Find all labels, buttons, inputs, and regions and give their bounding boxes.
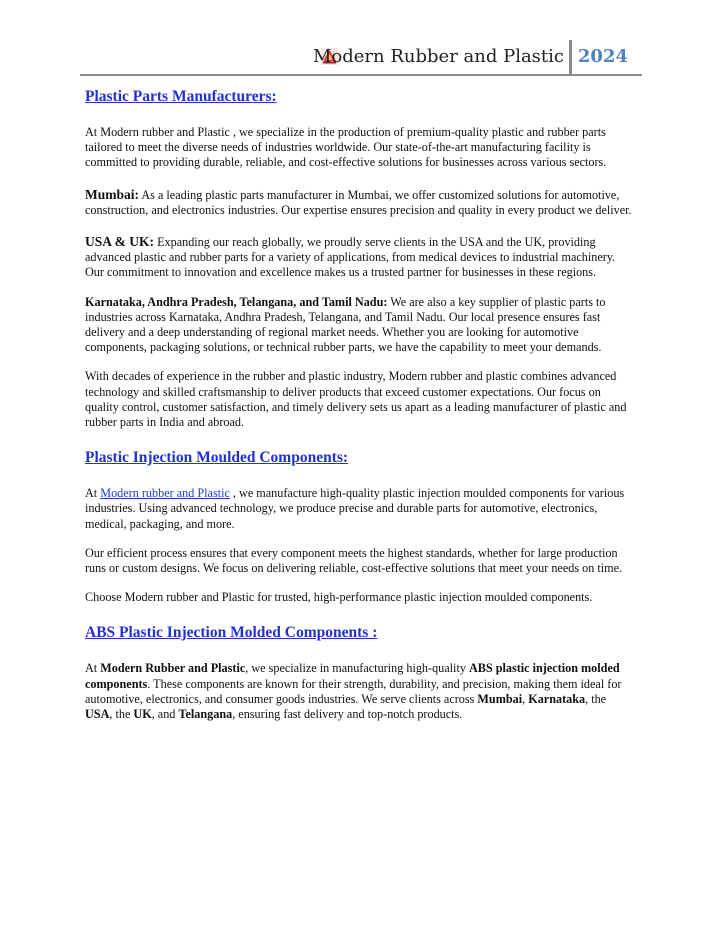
injection-paragraph-1 [85,486,633,532]
abs-text-4: , [522,691,529,706]
abs-text-2: , we specialize in manufacturing high-quality [245,661,469,676]
closing-paragraph: With decades of experience in the rubber and plastic industry, Modern rubber and plastic combines advanced technology and skilled craftsmanship to deliver products that exceed customer expectations. Our focus on quality control, customer satisfaction, and timely delivery sets us apart as a leading manufacturer of plastic and rubber parts in India and abroad. [85,369,627,430]
section-heading-abs: ABS Plastic Injection Molded Components : [85,624,378,642]
abs-bold-telangana: Telangana [178,707,233,722]
states-paragraph [85,295,633,356]
company-link[interactable]: Modern rubber and Plastic [100,486,230,501]
abs-paragraph [85,661,633,722]
mumbai-text: As a leading plastic parts manufacturer in Mumbai, we offer customized solutions for automotive, construction, and electronics industries. Our expertise ensures precision and quality in every product we deliver. [85,187,632,217]
states-text: We are also a key supplier of plastic parts to industries across Karnataka, Andhra Pradesh, Telangana, and Tamil Nadu. Our local presence ensures fast delivery and a deep understanding of regional market needs. Whether you are looking for automotive components, packaging solutions, or technical rubber parts, we have the capability to meet your demands. [85,294,606,355]
abs-text-7: , and [151,707,179,722]
abs-text-8: , ensuring fast delivery and top-notch products. [232,707,463,722]
mumbai-lead: Mumbai: [85,186,139,202]
abs-text-3: . These components are known for their strength, durability, and precision, making them ideal for automotive, electronics, and consumer goods industries. We serve clients across [85,676,622,706]
usa-uk-paragraph [85,234,633,281]
section-heading-injection-moulded: Plastic Injection Moulded Components: [85,449,349,467]
header-separator [569,40,572,76]
injection-prefix: At [85,486,101,501]
header-year: 2024 [577,46,628,67]
abs-bold-karnataka: Karnataka [528,691,586,706]
injection-paragraph-2: Our efficient process ensures that every component meets the highest standards, whether for large production runs or custom designs. We focus on delivering reliable, cost-effective solutions that meet your needs on time. [85,545,623,576]
abs-bold-product: ABS plastic injection molded components [85,661,620,691]
intro-paragraph: At Modern rubber and Plastic , we specialize in the production of premium-quality plastic and rubber parts tailored to meet the diverse needs of industries worldwide. Our state-of-the-art manufacturing facility is committed to providing durable, reliable, and cost-effective solutions for businesses across various sectors. [85,125,607,170]
abs-bold-mumbai: Mumbai [477,691,523,706]
header-divider [80,74,642,76]
usa-uk-text: Expanding our reach globally, we proudly serve clients in the USA and the UK, providing advanced plastic and rubber parts for a variety of applications, from medical devices to industrial machinery. Our commitment to innovation and excellence makes us a trusted partner for businesses in these regions. [85,235,616,280]
section-heading-plastic-parts: Plastic Parts Manufacturers: [85,88,277,105]
abs-text-6: , the [109,707,134,722]
abs-bold-company: Modern Rubber and Plastic [100,661,246,676]
abs-text-1: At [85,661,101,676]
abs-text-5: , the [585,691,607,706]
document-body [85,88,633,722]
mumbai-paragraph [85,187,633,218]
states-lead: Karnataka, Andhra Pradesh, Telangana, and Tamil Nadu: [85,294,388,309]
usa-uk-lead: USA & UK: [85,234,155,250]
injection-paragraph-3: Choose Modern rubber and Plastic for trusted, high-performance plastic injection moulded components. [85,590,593,605]
abs-bold-uk: UK [133,707,152,722]
header-title: Modern Rubber and Plastic [312,46,564,67]
injection-text: , we manufacture high-quality plastic injection moulded components for various industries. Using advanced technology, we produce precise and durable parts for automotive, electronics, medical, packaging, and more. [85,486,625,531]
abs-bold-usa: USA [85,707,110,722]
page-header [80,40,642,76]
